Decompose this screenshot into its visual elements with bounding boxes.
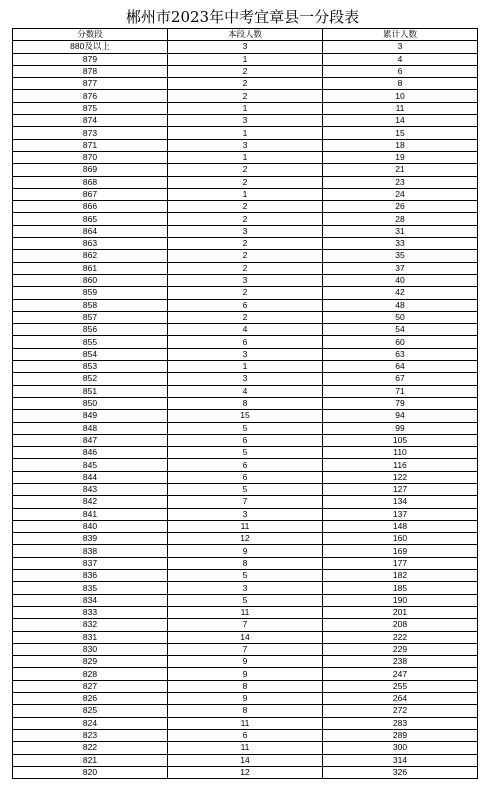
table-row bbox=[13, 151, 478, 163]
table-row bbox=[13, 373, 478, 385]
cumulative-count-cell: 127 bbox=[323, 483, 478, 495]
score-cell: 840 bbox=[13, 520, 168, 532]
cumulative-count-cell: 14 bbox=[323, 115, 478, 127]
cumulative-count-cell: 54 bbox=[323, 324, 478, 336]
table-row bbox=[13, 693, 478, 705]
segment-count-cell: 6 bbox=[168, 336, 323, 348]
segment-count-cell: 6 bbox=[168, 434, 323, 446]
cumulative-count-cell: 60 bbox=[323, 336, 478, 348]
table-row bbox=[13, 729, 478, 741]
segment-count-cell: 8 bbox=[168, 557, 323, 569]
table-row bbox=[13, 422, 478, 434]
segment-count-cell: 7 bbox=[168, 643, 323, 655]
score-cell: 879 bbox=[13, 53, 168, 65]
score-cell: 869 bbox=[13, 164, 168, 176]
table-row bbox=[13, 324, 478, 336]
cumulative-count-cell: 264 bbox=[323, 693, 478, 705]
table-row bbox=[13, 754, 478, 766]
score-cell: 832 bbox=[13, 619, 168, 631]
segment-count-cell: 3 bbox=[168, 115, 323, 127]
table-row bbox=[13, 361, 478, 373]
score-cell: 873 bbox=[13, 127, 168, 139]
segment-count-cell: 2 bbox=[168, 287, 323, 299]
cumulative-count-cell: 79 bbox=[323, 397, 478, 409]
cumulative-count-cell: 300 bbox=[323, 742, 478, 754]
score-cell: 871 bbox=[13, 139, 168, 151]
table-row bbox=[13, 434, 478, 446]
header-segment-count: 本段人数 bbox=[168, 29, 323, 41]
table-row bbox=[13, 570, 478, 582]
segment-count-cell: 3 bbox=[168, 274, 323, 286]
score-table bbox=[12, 28, 478, 779]
cumulative-count-cell: 42 bbox=[323, 287, 478, 299]
score-cell: 864 bbox=[13, 225, 168, 237]
cumulative-count-cell: 208 bbox=[323, 619, 478, 631]
cumulative-count-cell: 31 bbox=[323, 225, 478, 237]
segment-count-cell: 2 bbox=[168, 65, 323, 77]
score-cell: 827 bbox=[13, 680, 168, 692]
segment-count-cell: 2 bbox=[168, 262, 323, 274]
cumulative-count-cell: 177 bbox=[323, 557, 478, 569]
cumulative-count-cell: 289 bbox=[323, 729, 478, 741]
cumulative-count-cell: 15 bbox=[323, 127, 478, 139]
cumulative-count-cell: 122 bbox=[323, 471, 478, 483]
score-cell: 846 bbox=[13, 447, 168, 459]
cumulative-count-cell: 35 bbox=[323, 250, 478, 262]
table-row bbox=[13, 582, 478, 594]
table-row bbox=[13, 742, 478, 754]
score-cell: 853 bbox=[13, 361, 168, 373]
segment-count-cell: 14 bbox=[168, 631, 323, 643]
table-row bbox=[13, 766, 478, 778]
segment-count-cell: 3 bbox=[168, 225, 323, 237]
score-cell: 874 bbox=[13, 115, 168, 127]
table-row bbox=[13, 41, 478, 53]
table-row bbox=[13, 631, 478, 643]
table-row bbox=[13, 238, 478, 250]
cumulative-count-cell: 71 bbox=[323, 385, 478, 397]
cumulative-count-cell: 24 bbox=[323, 188, 478, 200]
table-row bbox=[13, 53, 478, 65]
table-row bbox=[13, 520, 478, 532]
segment-count-cell: 11 bbox=[168, 520, 323, 532]
score-cell: 823 bbox=[13, 729, 168, 741]
table-row bbox=[13, 545, 478, 557]
table-row bbox=[13, 287, 478, 299]
score-cell: 824 bbox=[13, 717, 168, 729]
segment-count-cell: 3 bbox=[168, 373, 323, 385]
cumulative-count-cell: 222 bbox=[323, 631, 478, 643]
segment-count-cell: 6 bbox=[168, 729, 323, 741]
score-cell: 856 bbox=[13, 324, 168, 336]
score-cell: 836 bbox=[13, 570, 168, 582]
cumulative-count-cell: 33 bbox=[323, 238, 478, 250]
table-row bbox=[13, 336, 478, 348]
table-row bbox=[13, 299, 478, 311]
segment-count-cell: 5 bbox=[168, 483, 323, 495]
cumulative-count-cell: 94 bbox=[323, 410, 478, 422]
score-cell: 865 bbox=[13, 213, 168, 225]
score-cell: 862 bbox=[13, 250, 168, 262]
table-row bbox=[13, 213, 478, 225]
segment-count-cell: 1 bbox=[168, 102, 323, 114]
segment-count-cell: 2 bbox=[168, 250, 323, 262]
cumulative-count-cell: 160 bbox=[323, 533, 478, 545]
table-row bbox=[13, 656, 478, 668]
table-row bbox=[13, 705, 478, 717]
score-cell: 870 bbox=[13, 151, 168, 163]
table-row bbox=[13, 471, 478, 483]
segment-count-cell: 2 bbox=[168, 176, 323, 188]
score-cell: 876 bbox=[13, 90, 168, 102]
cumulative-count-cell: 18 bbox=[323, 139, 478, 151]
cumulative-count-cell: 247 bbox=[323, 668, 478, 680]
table-row bbox=[13, 90, 478, 102]
table-row bbox=[13, 78, 478, 90]
score-cell: 868 bbox=[13, 176, 168, 188]
score-cell: 857 bbox=[13, 311, 168, 323]
table-row bbox=[13, 65, 478, 77]
page-title: 郴州市2023年中考宜章县一分段表 bbox=[125, 8, 360, 26]
score-cell: 854 bbox=[13, 348, 168, 360]
segment-count-cell: 2 bbox=[168, 311, 323, 323]
score-cell: 844 bbox=[13, 471, 168, 483]
segment-count-cell: 11 bbox=[168, 742, 323, 754]
table-row bbox=[13, 410, 478, 422]
table-row bbox=[13, 447, 478, 459]
table-row bbox=[13, 102, 478, 114]
cumulative-count-cell: 238 bbox=[323, 656, 478, 668]
cumulative-count-cell: 63 bbox=[323, 348, 478, 360]
segment-count-cell: 15 bbox=[168, 410, 323, 422]
table-row bbox=[13, 594, 478, 606]
segment-count-cell: 14 bbox=[168, 754, 323, 766]
segment-count-cell: 2 bbox=[168, 90, 323, 102]
score-cell: 877 bbox=[13, 78, 168, 90]
segment-count-cell: 1 bbox=[168, 127, 323, 139]
table-row bbox=[13, 348, 478, 360]
segment-count-cell: 6 bbox=[168, 459, 323, 471]
segment-count-cell: 2 bbox=[168, 78, 323, 90]
table-row bbox=[13, 274, 478, 286]
score-cell: 878 bbox=[13, 65, 168, 77]
segment-count-cell: 8 bbox=[168, 397, 323, 409]
cumulative-count-cell: 37 bbox=[323, 262, 478, 274]
score-cell: 859 bbox=[13, 287, 168, 299]
cumulative-count-cell: 64 bbox=[323, 361, 478, 373]
score-cell: 875 bbox=[13, 102, 168, 114]
table-header-row bbox=[13, 29, 478, 41]
cumulative-count-cell: 3 bbox=[323, 41, 478, 53]
table-row bbox=[13, 496, 478, 508]
score-cell: 841 bbox=[13, 508, 168, 520]
table-row bbox=[13, 188, 478, 200]
score-cell: 829 bbox=[13, 656, 168, 668]
score-cell: 860 bbox=[13, 274, 168, 286]
cumulative-count-cell: 255 bbox=[323, 680, 478, 692]
cumulative-count-cell: 11 bbox=[323, 102, 478, 114]
segment-count-cell: 11 bbox=[168, 606, 323, 618]
segment-count-cell: 9 bbox=[168, 693, 323, 705]
segment-count-cell: 2 bbox=[168, 213, 323, 225]
segment-count-cell: 3 bbox=[168, 348, 323, 360]
cumulative-count-cell: 19 bbox=[323, 151, 478, 163]
cumulative-count-cell: 105 bbox=[323, 434, 478, 446]
cumulative-count-cell: 169 bbox=[323, 545, 478, 557]
table-row bbox=[13, 311, 478, 323]
score-cell: 849 bbox=[13, 410, 168, 422]
score-cell: 845 bbox=[13, 459, 168, 471]
score-cell: 843 bbox=[13, 483, 168, 495]
cumulative-count-cell: 10 bbox=[323, 90, 478, 102]
segment-count-cell: 9 bbox=[168, 668, 323, 680]
score-cell: 833 bbox=[13, 606, 168, 618]
score-cell: 837 bbox=[13, 557, 168, 569]
segment-count-cell: 1 bbox=[168, 361, 323, 373]
segment-count-cell: 8 bbox=[168, 680, 323, 692]
table-row bbox=[13, 176, 478, 188]
cumulative-count-cell: 185 bbox=[323, 582, 478, 594]
table-row bbox=[13, 164, 478, 176]
cumulative-count-cell: 6 bbox=[323, 65, 478, 77]
segment-count-cell: 1 bbox=[168, 188, 323, 200]
score-cell: 835 bbox=[13, 582, 168, 594]
score-cell: 850 bbox=[13, 397, 168, 409]
score-cell: 820 bbox=[13, 766, 168, 778]
cumulative-count-cell: 23 bbox=[323, 176, 478, 188]
score-cell: 828 bbox=[13, 668, 168, 680]
segment-count-cell: 9 bbox=[168, 545, 323, 557]
segment-count-cell: 3 bbox=[168, 582, 323, 594]
table-row bbox=[13, 397, 478, 409]
score-cell: 863 bbox=[13, 238, 168, 250]
segment-count-cell: 8 bbox=[168, 705, 323, 717]
table-row bbox=[13, 127, 478, 139]
table-row bbox=[13, 533, 478, 545]
score-cell: 848 bbox=[13, 422, 168, 434]
score-cell: 855 bbox=[13, 336, 168, 348]
cumulative-count-cell: 201 bbox=[323, 606, 478, 618]
cumulative-count-cell: 8 bbox=[323, 78, 478, 90]
table-row bbox=[13, 668, 478, 680]
score-cell: 834 bbox=[13, 594, 168, 606]
score-cell: 851 bbox=[13, 385, 168, 397]
segment-count-cell: 5 bbox=[168, 447, 323, 459]
table-row bbox=[13, 619, 478, 631]
table-row bbox=[13, 201, 478, 213]
table-row bbox=[13, 680, 478, 692]
cumulative-count-cell: 99 bbox=[323, 422, 478, 434]
segment-count-cell: 2 bbox=[168, 238, 323, 250]
segment-count-cell: 7 bbox=[168, 619, 323, 631]
segment-count-cell: 5 bbox=[168, 570, 323, 582]
cumulative-count-cell: 21 bbox=[323, 164, 478, 176]
score-cell: 866 bbox=[13, 201, 168, 213]
table-row bbox=[13, 262, 478, 274]
score-cell: 838 bbox=[13, 545, 168, 557]
score-cell: 842 bbox=[13, 496, 168, 508]
score-cell: 858 bbox=[13, 299, 168, 311]
score-cell: 852 bbox=[13, 373, 168, 385]
segment-count-cell: 6 bbox=[168, 299, 323, 311]
score-cell: 830 bbox=[13, 643, 168, 655]
cumulative-count-cell: 26 bbox=[323, 201, 478, 213]
segment-count-cell: 3 bbox=[168, 508, 323, 520]
segment-count-cell: 12 bbox=[168, 766, 323, 778]
score-cell: 867 bbox=[13, 188, 168, 200]
segment-count-cell: 5 bbox=[168, 594, 323, 606]
cumulative-count-cell: 28 bbox=[323, 213, 478, 225]
cumulative-count-cell: 40 bbox=[323, 274, 478, 286]
score-cell: 839 bbox=[13, 533, 168, 545]
score-cell: 831 bbox=[13, 631, 168, 643]
header-score-range: 分数段 bbox=[13, 29, 168, 41]
table-body bbox=[13, 41, 478, 779]
cumulative-count-cell: 48 bbox=[323, 299, 478, 311]
segment-count-cell: 12 bbox=[168, 533, 323, 545]
cumulative-count-cell: 148 bbox=[323, 520, 478, 532]
segment-count-cell: 5 bbox=[168, 422, 323, 434]
header-cumulative-count: 累计人数 bbox=[323, 29, 478, 41]
segment-count-cell: 4 bbox=[168, 385, 323, 397]
cumulative-count-cell: 229 bbox=[323, 643, 478, 655]
cumulative-count-cell: 50 bbox=[323, 311, 478, 323]
score-cell: 822 bbox=[13, 742, 168, 754]
segment-count-cell: 2 bbox=[168, 164, 323, 176]
cumulative-count-cell: 137 bbox=[323, 508, 478, 520]
segment-count-cell: 2 bbox=[168, 201, 323, 213]
segment-count-cell: 1 bbox=[168, 151, 323, 163]
table-row bbox=[13, 385, 478, 397]
segment-count-cell: 1 bbox=[168, 53, 323, 65]
table-row bbox=[13, 643, 478, 655]
cumulative-count-cell: 134 bbox=[323, 496, 478, 508]
table-row bbox=[13, 717, 478, 729]
score-cell: 825 bbox=[13, 705, 168, 717]
score-cell: 861 bbox=[13, 262, 168, 274]
table-row bbox=[13, 139, 478, 151]
cumulative-count-cell: 116 bbox=[323, 459, 478, 471]
cumulative-count-cell: 110 bbox=[323, 447, 478, 459]
table-row bbox=[13, 115, 478, 127]
table-row bbox=[13, 557, 478, 569]
table-row bbox=[13, 459, 478, 471]
cumulative-count-cell: 190 bbox=[323, 594, 478, 606]
segment-count-cell: 7 bbox=[168, 496, 323, 508]
cumulative-count-cell: 283 bbox=[323, 717, 478, 729]
cumulative-count-cell: 272 bbox=[323, 705, 478, 717]
cumulative-count-cell: 182 bbox=[323, 570, 478, 582]
table-row bbox=[13, 606, 478, 618]
table-row bbox=[13, 483, 478, 495]
segment-count-cell: 3 bbox=[168, 139, 323, 151]
table-row bbox=[13, 250, 478, 262]
cumulative-count-cell: 67 bbox=[323, 373, 478, 385]
segment-count-cell: 3 bbox=[168, 41, 323, 53]
table-row bbox=[13, 508, 478, 520]
cumulative-count-cell: 326 bbox=[323, 766, 478, 778]
segment-count-cell: 11 bbox=[168, 717, 323, 729]
score-cell: 847 bbox=[13, 434, 168, 446]
score-cell: 826 bbox=[13, 693, 168, 705]
score-cell: 880及以上 bbox=[13, 41, 168, 53]
cumulative-count-cell: 4 bbox=[323, 53, 478, 65]
score-cell: 821 bbox=[13, 754, 168, 766]
cumulative-count-cell: 314 bbox=[323, 754, 478, 766]
table-row bbox=[13, 225, 478, 237]
segment-count-cell: 4 bbox=[168, 324, 323, 336]
segment-count-cell: 9 bbox=[168, 656, 323, 668]
segment-count-cell: 6 bbox=[168, 471, 323, 483]
